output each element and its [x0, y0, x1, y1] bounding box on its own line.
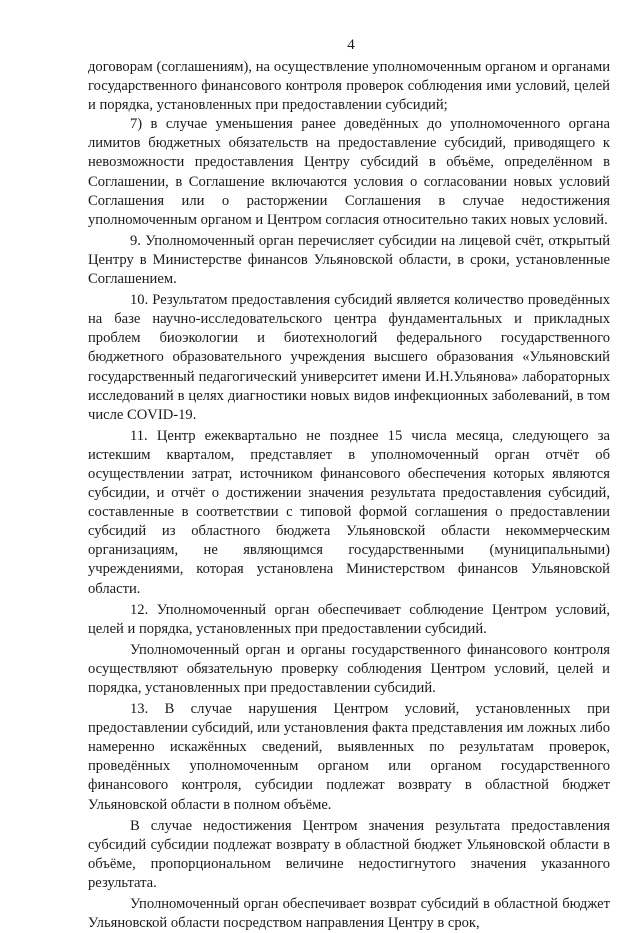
- paragraph-item-7: 7) в случае уменьшения ранее доведённых до уполномоченного органа лимитов бюджетных обязательств на предоставление субсидий, приводящего к невозможности предоставления Центру субсидий в объёме, определённом в Соглашении, в Соглашение включаются условия о согласовании новых условий Соглашения или о расторжении Соглашения в случае недостижения уполномоченным органом и Центром согласия относительно таких новых условий.: [88, 116, 610, 228]
- paragraph-item-11: 11. Центр ежеквартально не позднее 15 числа месяца, следующего за истекшим кварталом, представляет в уполномоченный орган отчёт об осуществлении затрат, источником финансового обеспечения которых являются субсидии, и отчёт о достижении значения результата предоставления субсидий, составленные в соответствии с типовой формой соглашения о предоставлении субсидий из областного бюджета Ульяновской области некоммерческим организациям, не являющимся государственными (муниципальными) учреждениями, которая установлена Министерством финансов Ульяновской области.: [88, 427, 610, 597]
- paragraph-item-13-return: Уполномоченный орган обеспечивает возврат субсидий в областной бюджет Ульяновской области посредством направления Центру в срок,: [88, 896, 610, 932]
- paragraph-item-9: 9. Уполномоченный орган перечисляет субсидии на лицевой счёт, открытый Центру в Министерстве финансов Ульяновской области, в сроки, установленные Соглашением.: [88, 232, 610, 288]
- paragraph-item-12: 12. Уполномоченный орган обеспечивает соблюдение Центром условий, целей и порядка, установленных при предоставлении субсидий.: [88, 601, 610, 637]
- paragraph-item-13: 13. В случае нарушения Центром условий, установленных при предоставлении субсидий, или установления факта представления им ложных либо намеренно искажённых сведений, выявленных по результатам проверок, проведённых уполномоченным органом или органом государственного финансового контроля, субсидии подлежат возврату в областной бюджет Ульяновской области в полном объёме.: [88, 701, 610, 813]
- paragraph-continuation: договорам (соглашениям), на осуществление уполномоченным органом и органами государственного финансового контроля проверок соблюдения ими условий, целей и порядка, установленных при предоставлении субсидий;: [88, 59, 610, 114]
- paragraph-item-10: 10. Результатом предоставления субсидий является количество проведённых на базе научно-исследовательского центра фундаментальных и прикладных проблем биоэкологии и биотехнологий федерального государственного бюджетного образовательного учреждения высшего образования «Ульяновский государственный педагогический университет имени И.Н.Ульянова» лабораторных исследований в целях диагностики новых видов инфекционных заболеваний, в том числе COVID-19.: [88, 292, 610, 423]
- paragraph-item-13-result: В случае недостижения Центром значения результата предоставления субсидий субсидии подлежат возврату в областной бюджет Ульяновской области в объёме, пропорциональном величине недостигнутого значения указанного результата.: [88, 817, 610, 891]
- page-number: 4: [347, 37, 355, 53]
- paragraph-item-12-verification: Уполномоченный орган и органы государственного финансового контроля осуществляют обязательную проверку соблюдения Центром условий, целей и порядка, установленных при предоставлении субсидий.: [88, 641, 610, 696]
